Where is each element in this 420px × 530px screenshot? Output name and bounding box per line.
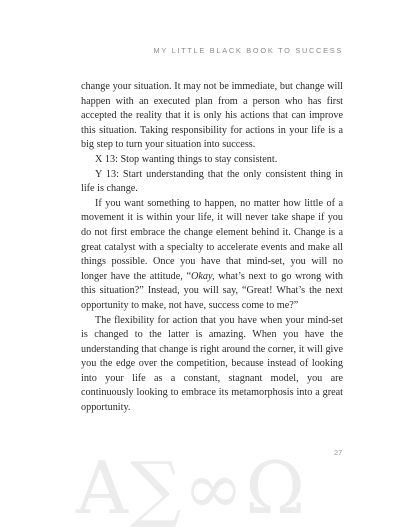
greek-letters-watermark: Α∑∞Ω [76,446,308,530]
paragraph-1: change your situation. It may not be immediate, but change will happen with an executed plan from a person who has first accepted the reality that it is only his actions that can improve this situation. Taking responsibility for actions in your life is a big step to turn your situation into success. [81,81,343,151]
paragraph-5: The flexibility for action that you have when your mind-set is changed to the latter is amazing. When you have the understanding that change is right around the corner, it will give you the edge over the competition, because instead of looking into your life as a constant, stagnant model, you are continuously looking to embrace its metamorphosis into a great opportunity. [81,314,343,414]
paragraph-x13: X 13: Stop wanting things to stay consistent. [95,153,278,165]
paragraph-y13: Y 13: Start understanding that the only consistent thing in life is change. [81,168,343,195]
page-body [81,80,343,416]
paragraph-4 [81,197,343,314]
running-head: MY LITTLE BLACK BOOK TO SUCCESS [153,46,343,55]
paragraph-4-emphasis: Okay, [191,270,215,282]
paragraph-4-part-1: If you want something to happen, no matter how little of a movement it is within your life, it will never take shape if you do not first embrace the change element behind it. Change is a great catalyst with a specialty to accelerate events and make all things possible. Once you have that mind-set, you will no longer have the attitude, “ [81,197,343,282]
paragraph-4-part-2: what’s next to go wrong with this situation?” Instead, you will say, “Great! What’s the next opportunity to make, not have, success come to me?” [81,270,343,311]
page-number: 27 [334,448,343,457]
